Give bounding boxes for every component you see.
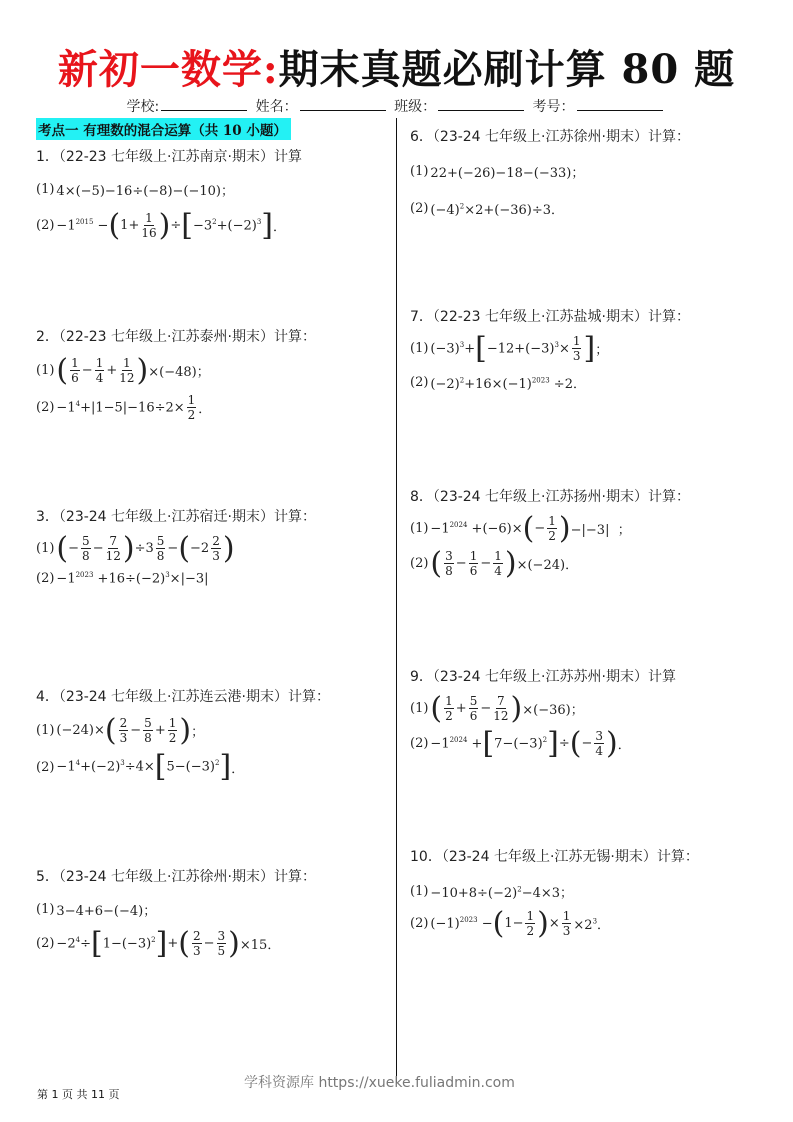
question-part-2: (2) $-1^4+|1-5|-16\div 2\times$ $\frac{1}{2}$ ． — [36, 393, 212, 422]
document-title — [0, 38, 793, 95]
question-part-2: (2) $-1^{2024}$ + [ $7-(-3)^2$ ] ÷ ( − $\frac{3}{4}$ ) ． — [410, 725, 631, 761]
question-10 — [410, 846, 770, 941]
question-header: 5．（23-24 七年级上·江苏徐州·期末）计算： — [36, 869, 316, 885]
exam-number-label: 考号： — [532, 99, 575, 115]
question-4 — [36, 686, 396, 784]
question-part-1: (1) $-1^{2024} +(-6)\times$ ( − $\frac{1}{2}$ ) −|−3| ； — [410, 510, 631, 546]
question-2 — [36, 326, 396, 422]
question-part-1: (1) $-10+8\div(-2)^2-4\times 3$； — [410, 884, 574, 901]
question-header: 3．（23-24 七年级上·江苏宿迁·期末）计算： — [36, 509, 316, 525]
title-red-part: 新初一数学: — [57, 46, 279, 93]
question-part-1: (1) $(-3)^3+$ [ $-12+(-3)^3\times$ $\frac{1}{3}$ ] ； — [410, 330, 609, 366]
name-blank[interactable] — [300, 98, 386, 111]
question-header: 6．（23-24 七年级上·江苏徐州·期末）计算： — [410, 129, 690, 145]
question-part-2: (2) $(-4)^2\times 2+(-36)\div 3$． — [410, 201, 565, 218]
section-heading: 考点一 有理数的混合运算（共 10 小题） — [36, 118, 291, 140]
exam-number-blank[interactable] — [577, 98, 663, 111]
question-7 — [410, 306, 770, 392]
class-blank[interactable] — [438, 98, 524, 111]
question-header: 1．（22-23 七年级上·江苏南京·期末）计算 — [36, 149, 302, 165]
question-part-1: (1) ( $\frac{1}{2}$ + $\frac{5}{6}$ − $\frac{7}{12}$ ) ×(−36)； — [410, 690, 584, 726]
question-part-2: (2) ( $\frac{3}{8}$ − $\frac{1}{6}$ − $\frac{1}{4}$ ) ×(−24)． — [410, 545, 579, 581]
question-part-1: (1) (−24)× ( $\frac{2}{3}$ − $\frac{5}{8}$ + $\frac{1}{2}$ ) ； — [36, 712, 205, 748]
question-header: 9．（23-24 七年级上·江苏苏州·期末）计算 — [410, 669, 676, 685]
question-3 — [36, 506, 396, 586]
school-blank[interactable] — [161, 98, 247, 111]
question-header: 2．（22-23 七年级上·江苏泰州·期末）计算： — [36, 329, 316, 345]
question-part-2: (2) $-1^{2015}$ − ( 1+ $\frac{1}{16}$ ) ÷ [ $-3^2+(-2)^3$ ] ． — [36, 207, 287, 243]
question-part-1: (1) ( $\frac{1}{6}$ − $\frac{1}{4}$ + $\frac{1}{12}$ ) ×(−48)； — [36, 352, 210, 388]
page-number: 第 1 页 共 11 页 — [37, 1088, 120, 1101]
question-part-2: (2) $(-1)^{2023}$ − ( 1− $\frac{1}{2}$ ) × $\frac{1}{3}$ $\times 2^3$． — [410, 905, 611, 941]
question-1 — [36, 146, 396, 243]
question-part-2: (2) $-2^4\div$ [ $1-(-3)^2$ ] + ( $\frac{2}{3}$ − $\frac{3}{5}$ ) ×15． — [36, 925, 281, 961]
question-part-1: (1) 4×(−5)−16÷(−8)−(−10)； — [36, 182, 234, 199]
question-9 — [410, 666, 770, 761]
question-header: 7．（22-23 七年级上·江苏盐城·期末）计算： — [410, 309, 690, 325]
question-6 — [410, 126, 770, 218]
question-header: 4．（23-24 七年级上·江苏连云港·期末）计算： — [36, 689, 330, 705]
question-part-1: (1) 22+(−26)−18−(−33)； — [410, 164, 585, 181]
column-divider — [396, 118, 397, 1083]
question-part-1: (1) 3−4+6−(−4)； — [36, 902, 157, 919]
title-black-part: 期末真题必刷计算 80 题 — [278, 46, 736, 93]
question-5 — [36, 866, 396, 961]
question-part-2: (2) $-1^4+(-2)^3\div 4\times$ [ $5-(-3)^2$ ] ． — [36, 749, 245, 784]
school-label: 学校: — [126, 99, 160, 115]
question-header: 8．（23-24 七年级上·江苏扬州·期末）计算： — [410, 489, 690, 505]
left-column — [36, 118, 396, 961]
name-label: 姓名： — [255, 99, 298, 115]
class-label: 班级： — [394, 99, 437, 115]
student-info-row — [0, 96, 793, 116]
watermark-site-text: 学科资源库 https://xueke.fuliadmin.com — [244, 1075, 515, 1091]
question-8 — [410, 486, 770, 581]
question-part-1: (1) ( − $\frac{5}{8}$ − $\frac{7}{12}$ ) ÷3 $\frac{5}{8}$ − ( −2 $\frac{2}{3}$ ) — [36, 530, 235, 566]
question-part-2: (2) $-1^{2023} +16\div(-2)^3\times|-3|$ — [36, 571, 209, 587]
question-part-2: (2) $(-2)^2+16\times(-1)^{2023} \div 2$． — [410, 375, 586, 392]
question-header: 10．（23-24 七年级上·江苏无锡·期末）计算： — [410, 849, 699, 865]
